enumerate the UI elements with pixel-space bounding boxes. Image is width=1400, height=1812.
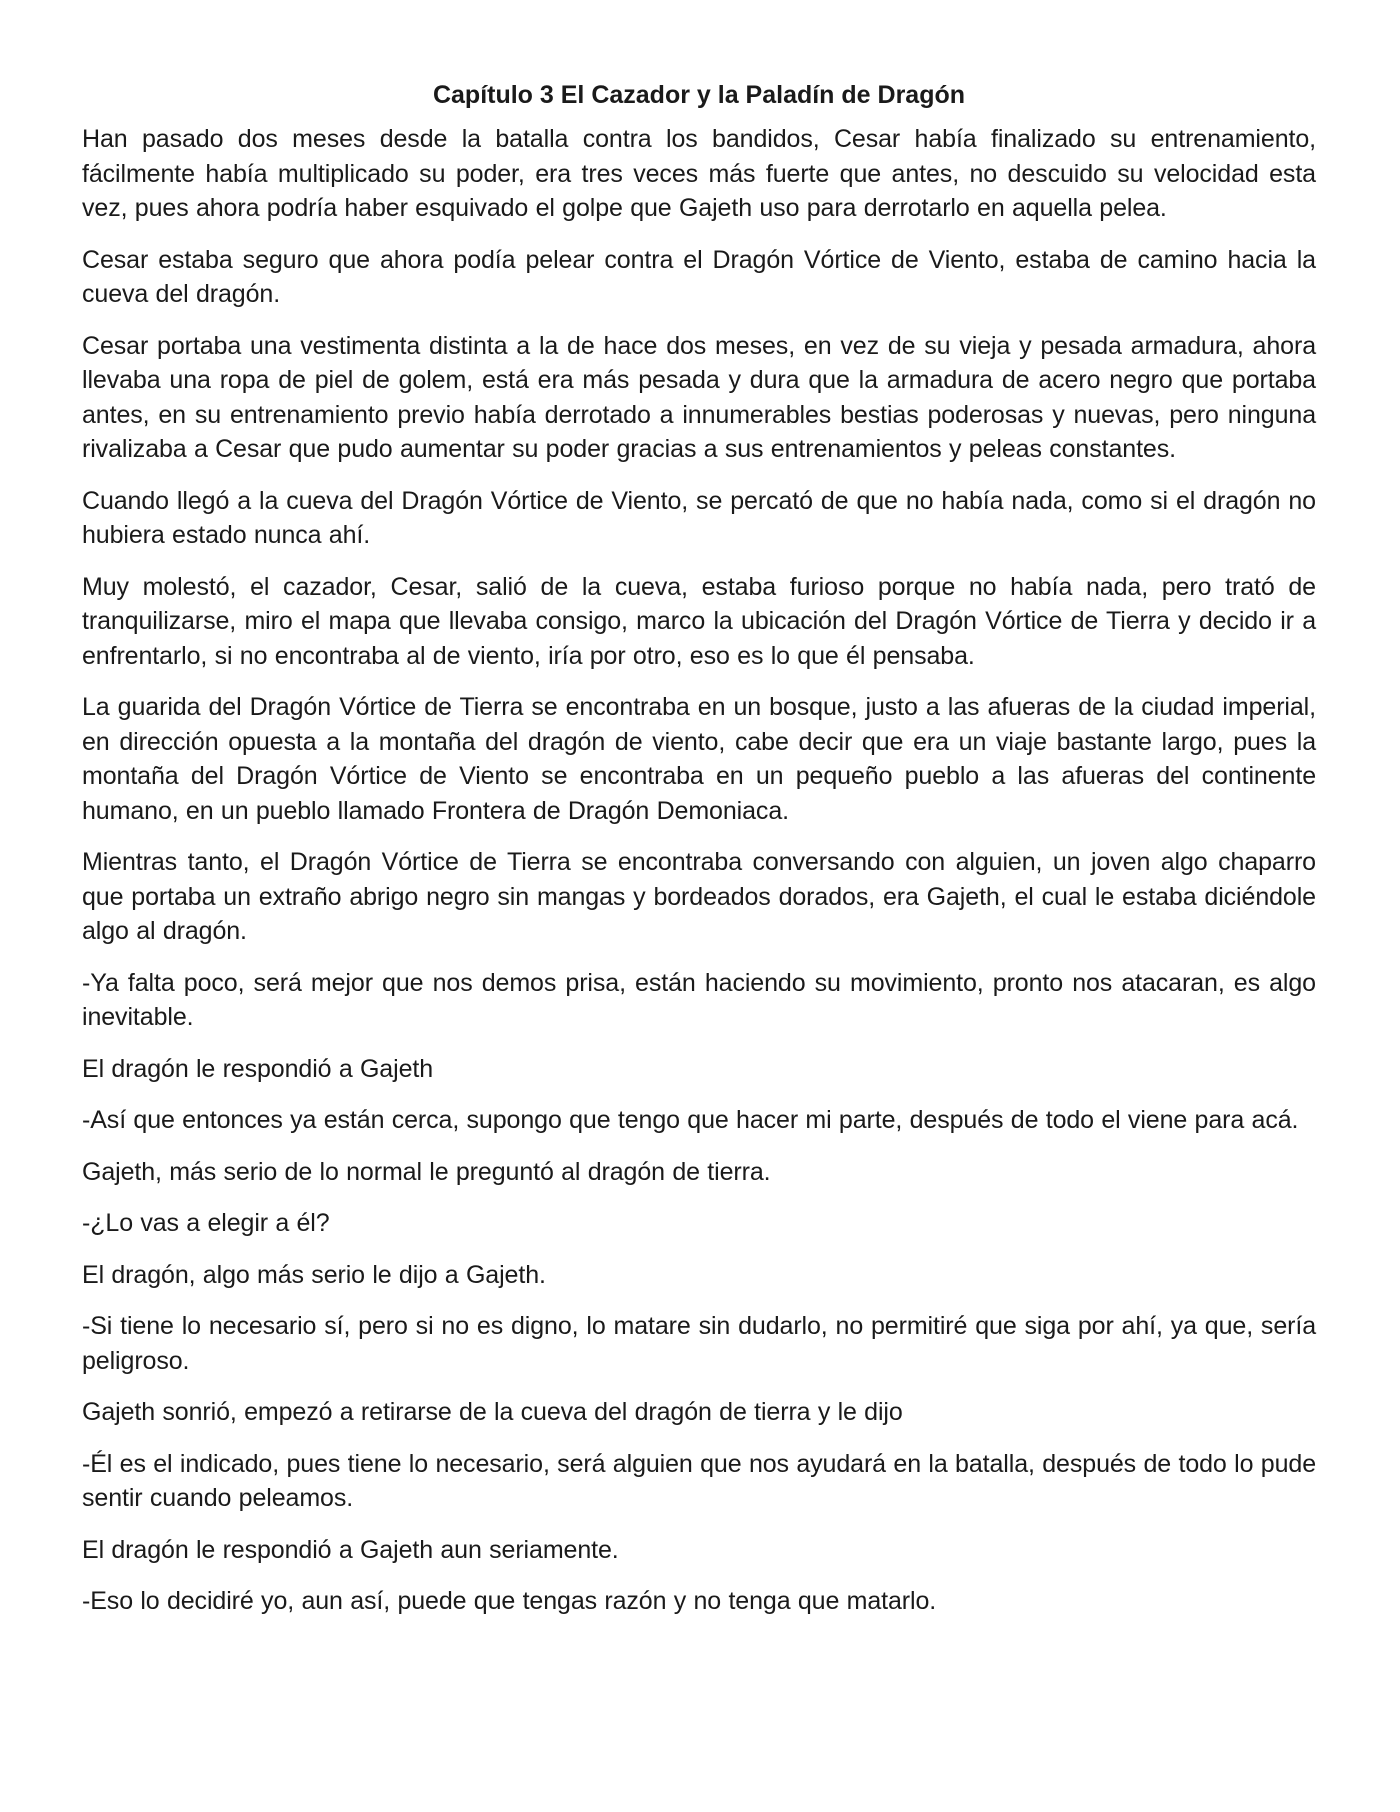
paragraph-2: Cesar estaba seguro que ahora podía pelear contra el Dragón Vórtice de Viento, estaba de camino hacia la cueva del dragón. bbox=[82, 245, 1316, 308]
paragraph-7: Mientras tanto, el Dragón Vórtice de Tierra se encontraba conversando con alguien, un joven algo chaparro que portaba un extraño abrigo negro sin mangas y bordeados dorados, era Gajeth, el cual le estaba diciéndole algo al dragón. bbox=[82, 848, 1316, 945]
chapter-title: Capítulo 3 El Cazador y la Paladín de Dragón bbox=[432, 81, 966, 109]
paragraph-6: La guarida del Dragón Vórtice de Tierra se encontraba en un bosque, justo a las afueras de la ciudad imperial, en dirección opuesta a la montaña del dragón de viento, cabe decir que era un viaje bastante largo, pues la montaña del Dragón Vórtice de Viento se encontraba en un pequeño pueblo a las afueras del continente humano, en un pueblo llamado Frontera de Dragón Demoniaca. bbox=[82, 693, 1316, 825]
paragraph-14: -Si tiene lo necesario sí, pero si no es digno, lo matare sin dudarlo, no permitiré que siga por ahí, ya que, sería peligroso. bbox=[82, 1312, 1316, 1375]
paragraph-5: Muy molestó, el cazador, Cesar, salió de la cueva, estaba furioso porque no había nada, pero trató de tranquilizarse, miro el mapa que llevaba consigo, marco la ubicación del Dragón Vórtice de Tierra y decido ir a enfrentarlo, si no encontraba al de viento, iría por otro, eso es lo que él pensaba. bbox=[82, 572, 1316, 670]
paragraph-13: El dragón, algo más serio le dijo a Gajeth. bbox=[82, 1260, 546, 1289]
paragraph-8: -Ya falta poco, será mejor que nos demos prisa, están haciendo su movimiento, pronto nos atacaran, es algo inevitable. bbox=[82, 968, 1316, 1031]
paragraph-9: El dragón le respondió a Gajeth bbox=[82, 1054, 434, 1083]
paragraph-17: El dragón le respondió a Gajeth aun seriamente. bbox=[82, 1535, 619, 1564]
paragraph-11: Gajeth, más serio de lo normal le preguntó al dragón de tierra. bbox=[82, 1157, 771, 1186]
paragraph-10: -Así que entonces ya están cerca, supongo que tengo que hacer mi parte, después de todo el viene para acá. bbox=[82, 1106, 1299, 1134]
paragraph-3: Cesar portaba una vestimenta distinta a la de hace dos meses, en vez de su vieja y pesada armadura, ahora llevaba una ropa de piel de golem, está era más pesada y dura que la armadura de acero negro que portaba antes, en su entrenamiento previo había derrotado a innumerables bestias poderosas y nuevas, pero ninguna rivalizaba a Cesar que pudo aumentar su poder gracias a sus entrenamientos y peleas constantes. bbox=[82, 331, 1316, 463]
paragraph-1: Han pasado dos meses desde la batalla contra los bandidos, Cesar había finalizado su entrenamiento, fácilmente había multiplicado su poder, era tres veces más fuerte que antes, no descuido su velocidad esta vez, pues ahora podría haber esquivado el golpe que Gajeth uso para derrotarlo en aquella pelea. bbox=[82, 125, 1316, 222]
paragraph-12: -¿Lo vas a elegir a él? bbox=[82, 1209, 330, 1237]
paragraph-18: -Eso lo decidiré yo, aun así, puede que tengas razón y no tenga que matarlo. bbox=[82, 1587, 937, 1615]
document-page bbox=[82, 78, 1316, 1636]
paragraph-15: Gajeth sonrió, empezó a retirarse de la cueva del dragón de tierra y le dijo bbox=[82, 1398, 903, 1426]
paragraph-16: -Él es el indicado, pues tiene lo necesario, será alguien que nos ayudará en la batalla, después de todo lo pude sentir cuando peleamos. bbox=[82, 1449, 1316, 1512]
paragraph-4: Cuando llegó a la cueva del Dragón Vórtice de Viento, se percató de que no había nada, como si el dragón no hubiera estado nunca ahí. bbox=[82, 486, 1316, 549]
